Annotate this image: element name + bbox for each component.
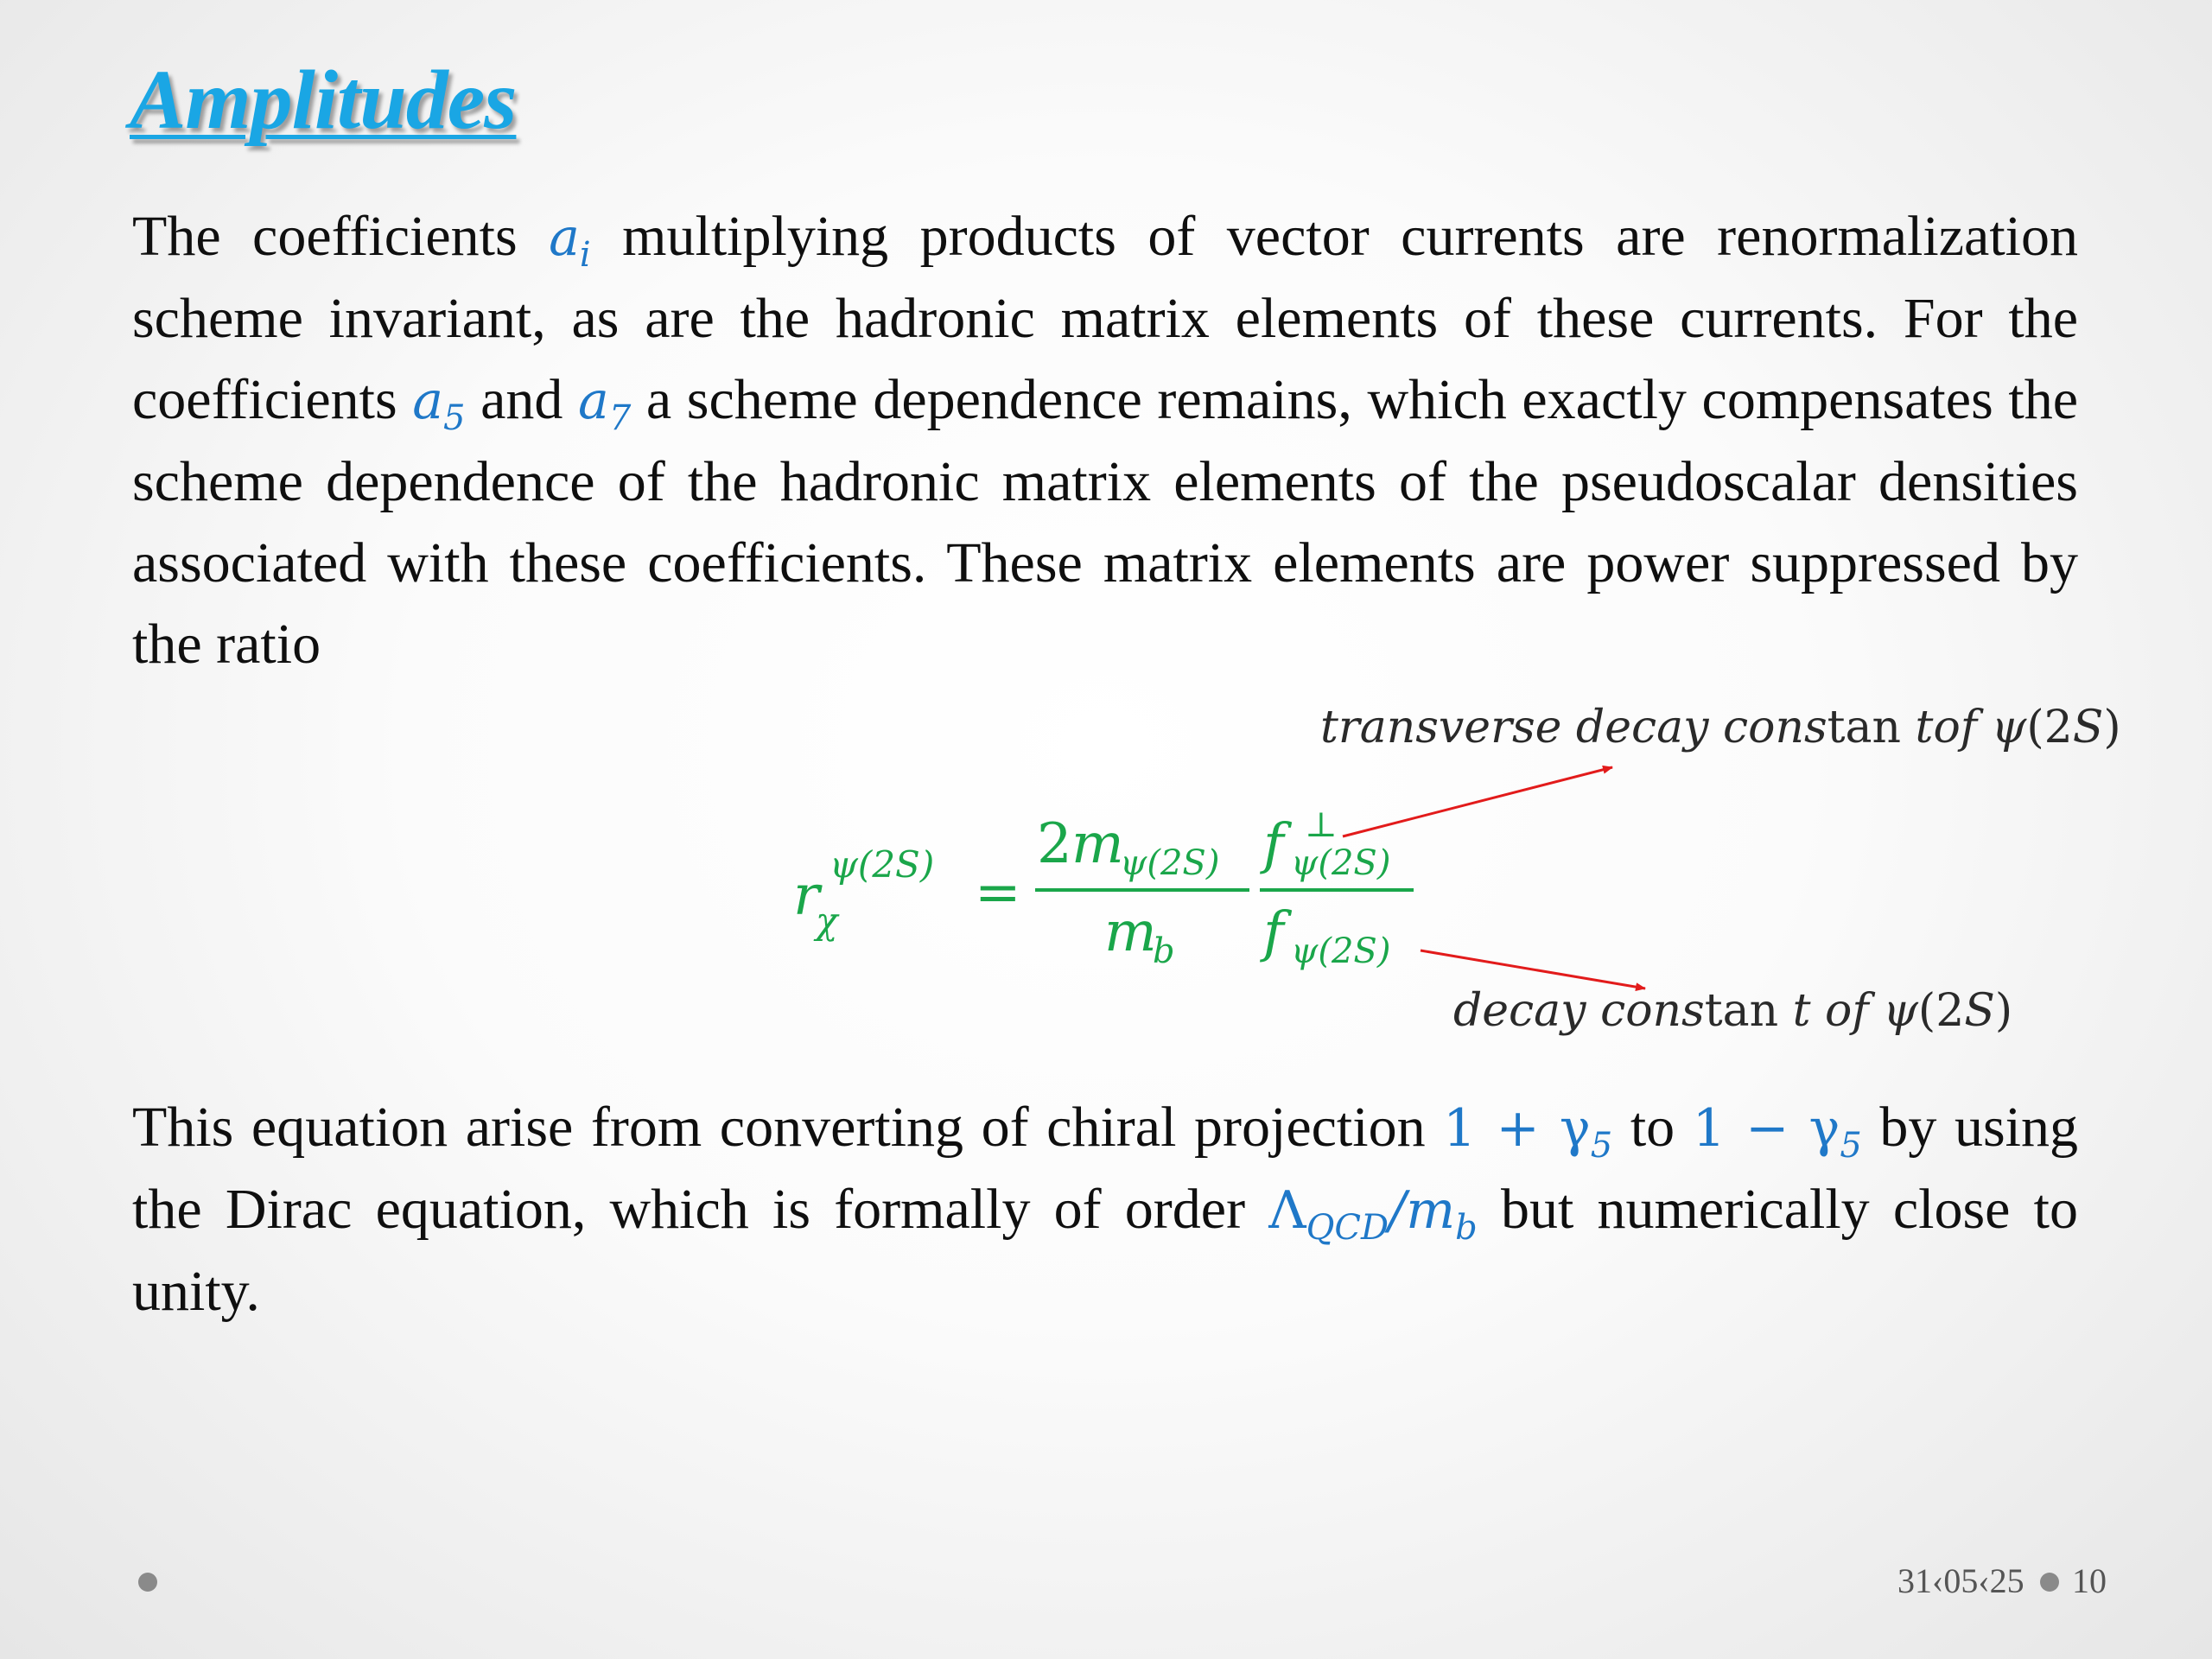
eq-equals: = [975,861,1021,925]
eq-num1-sub: ψ(2S) [1120,843,1220,883]
eq-lhs-r: r [793,864,820,928]
math-a-i: $a_i$ [549,207,591,275]
math-one-plus-gamma5: $1 + \gamma_5$ [1443,1098,1613,1166]
math-a-5: $a_5$ [412,371,466,438]
eq-lhs-sub: χ [816,899,838,942]
eq-num2-sub: ψ(2S) [1291,843,1391,883]
arrow-to-transverse [1343,767,1612,836]
footer-date: 31‹05‹25 [1897,1561,2024,1600]
eq-den2-sub: ψ(2S) [1291,931,1391,971]
math-a-7: $a_7$ [578,371,632,438]
eq-num1-two: 2 [1037,812,1072,876]
para2-text-4: but numerically close to unity. [132,1178,2078,1323]
para2-text-1: This equation arise from converting of chiral projection [132,1096,1444,1159]
eq-num1-m: m [1071,812,1124,876]
footer-bullet-left [138,1573,157,1592]
eq-lhs-sup: ψ(2S) [830,843,935,886]
para2-text-3: by using the Dirac equation, which is formally of order [132,1096,2079,1241]
slide-title: Amplitudes [130,54,517,147]
para1-text-4: a scheme dependence remains, which exactly compensates the scheme dependence of the hadronic matrix elements of the pseudoscalar densities associated with these coefficients. These matrix elements are power suppressed by the ratio [132,368,2078,676]
paragraph-chiral-projection [132,1087,2078,1332]
eq-num2-sup: ⊥ [1305,805,1338,845]
arrow-to-decay-constant [1421,950,1645,988]
footer-bullet-right [2040,1573,2059,1592]
math-one-minus-gamma5: $1 - \gamma_5$ [1692,1098,1862,1166]
para1-text-1: The coefficients [132,205,550,268]
eq-den2-f: f [1263,900,1284,964]
eq-den1-m: m [1104,900,1157,964]
para1-text-2: multiplying products of vector currents are renormalization scheme invariant, as are the hadronic matrix elements of these currents. For the coefficients [132,205,2078,431]
footer-page-number: 10 [2072,1561,2107,1600]
para1-text-3: and [465,368,579,431]
annotation-decay-constant: decay constan t of ψ(2S) [1453,985,2013,1037]
math-lambda-qcd-over-mb: $\Lambda_{QCD}/m_b$ [1268,1180,1478,1248]
para2-text-2: to [1612,1096,1693,1159]
eq-den1-sub: b [1153,931,1175,971]
annotation-transverse-decay-constant: transverse decay constan tof ψ(2S) [1320,702,2121,753]
eq-num2-f: f [1263,812,1284,876]
